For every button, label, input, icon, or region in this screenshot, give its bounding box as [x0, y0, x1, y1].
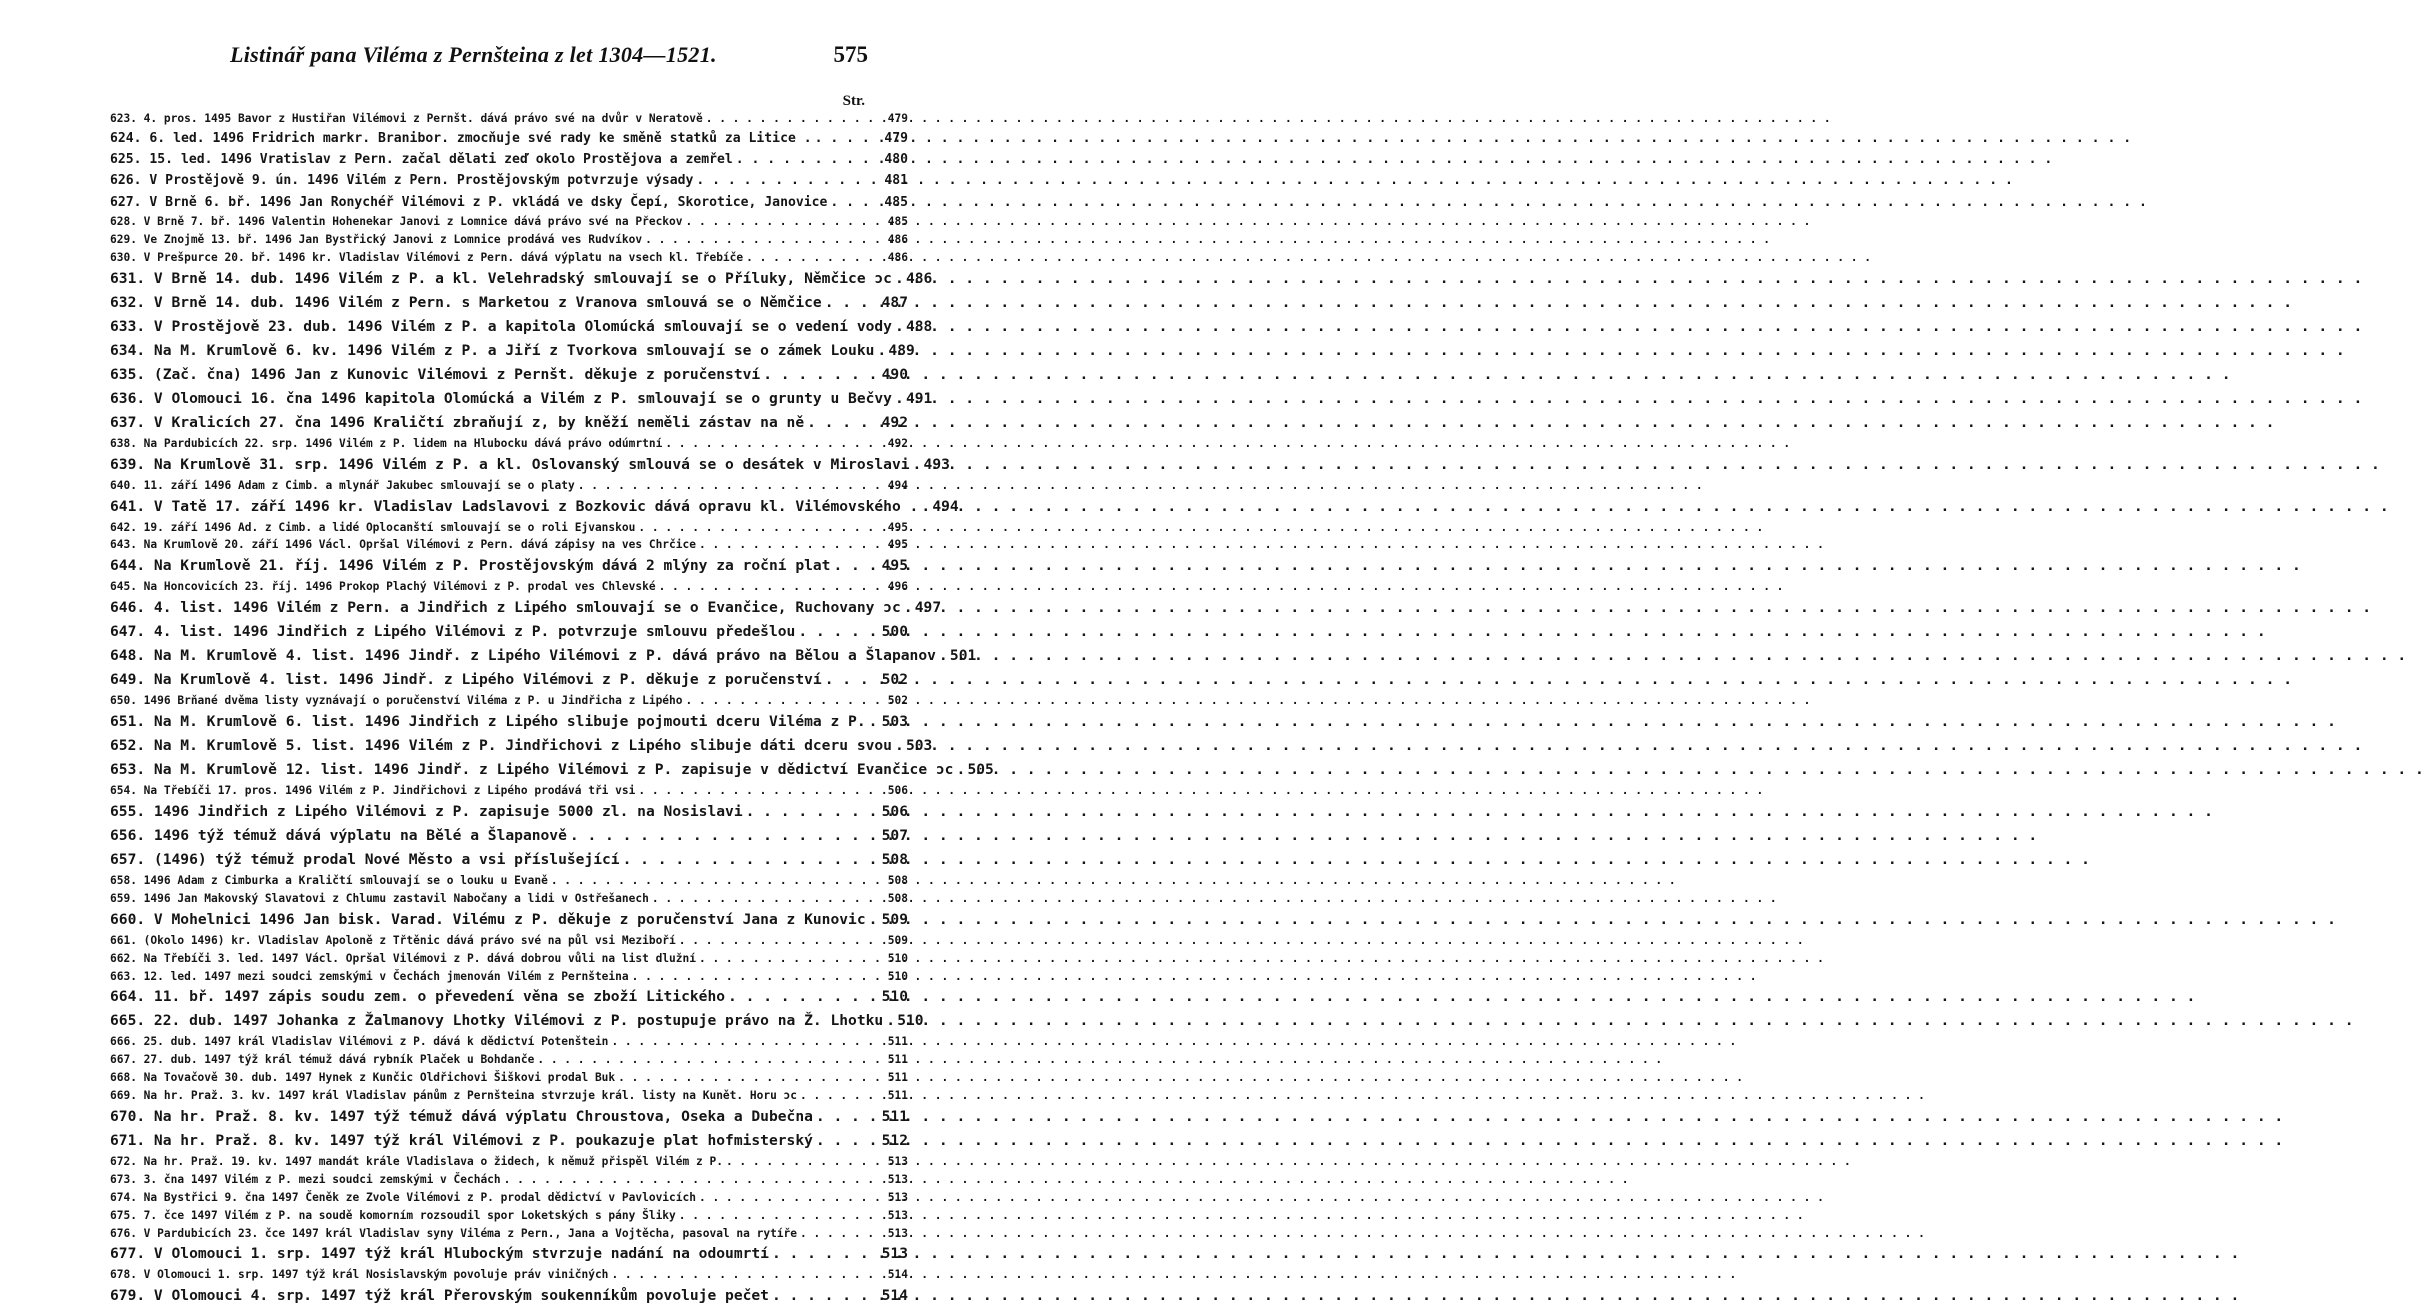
entry-text: 645. Na Honcovicích 23. říj. 1496 Prokop Plachý Vilémovi z P. prodal ves Chlevské: [110, 580, 656, 594]
dot-leader: [833, 554, 878, 578]
register-entry: [110, 578, 908, 596]
register-entry: [110, 968, 908, 986]
entry-text: 668. Na Tovačově 30. dub. 1497 Hynek z Kunčic Oldřichovi Šiškovi prodal Buk: [110, 1071, 616, 1085]
dot-leader: [939, 644, 947, 668]
entry-text: 674. Na Bystřici 9. čna 1497 Čeněk ze Zvole Vilémovi z P. prodal dědictví v Pavlovicích: [110, 1190, 696, 1204]
entry-text: 632. V Brně 14. dub. 1496 Vilém z Pern. s Marketou z Vranova smlouvá se o Němčice: [110, 293, 822, 311]
register-entries: [110, 110, 994, 1308]
entry-page-number: 514: [887, 1268, 908, 1282]
entry-page-number: 485: [887, 215, 908, 229]
register-entry: [110, 758, 994, 782]
register-entry: [110, 477, 908, 495]
register-entry: [110, 644, 977, 668]
register-entry: [110, 710, 908, 734]
entry-page-number: 505: [967, 761, 994, 779]
dot-leader: [772, 1242, 879, 1266]
dot-leader: [665, 435, 884, 453]
dot-leader: [699, 1189, 885, 1207]
entry-text: 676. V Pardubicích 23. čce 1497 král Vladislav syny Viléma z Pern., Jana a Vojtěcha, pasoval na rytíře: [110, 1226, 798, 1240]
entry-text: 666. 25. dub. 1497 král Vladislav Vilémovi z P. dává k dědictví Potenštein: [110, 1035, 609, 1049]
entry-page-number: 481: [884, 173, 908, 189]
entry-text: 675. 7. čce 1497 Vilém z P. na soudě komorním rozsoudil spor Loketských s pány Šliky: [110, 1208, 676, 1222]
entry-page-number: 506: [887, 784, 908, 798]
dot-leader: [679, 1207, 885, 1225]
entry-page-number: 509: [881, 910, 908, 928]
entry-text: 637. V Kralicích 27. čna 1496 Kraličtí zbraňují z, by kněží neměli zástav na ně: [110, 413, 805, 431]
entry-page-number: 501: [949, 647, 977, 665]
entry-text: 652. Na M. Krumlově 5. list. 1496 Vilém z P. Jindřichovi z Lipého slibuje dáti dceru svou: [110, 737, 892, 755]
entry-page-number: 502: [881, 671, 908, 689]
entry-page-number: 514: [881, 1287, 908, 1305]
dot-leader: [895, 734, 903, 758]
entry-page-number: 486: [887, 232, 908, 246]
entry-text: 661. (Okolo 1496) kr. Vladislav Apoloně z Třtěnic dává právo své na půl vsi Meziboří: [110, 933, 676, 947]
register-entry: [110, 435, 908, 453]
dot-leader: [632, 968, 885, 986]
register-entry: [110, 267, 933, 291]
entry-text: 679. V Olomouci 4. srp. 1497 týž král Přerovským soukenníkům povoluje pečet: [110, 1287, 769, 1305]
register-entry: [110, 1009, 924, 1033]
dot-leader: [706, 110, 885, 128]
entry-text: 640. 11. září 1496 Adam z Cimb. a mlynář Jakubec smlouvají se o platy: [110, 478, 575, 492]
entry-page-number: 488: [905, 317, 933, 335]
dot-leader: [570, 824, 879, 848]
register-entry: [110, 1284, 908, 1308]
register-entry: [110, 387, 933, 411]
entry-text: 665. 22. dub. 1497 Johanka z Žalmanovy Lhotky Vilémovi z P. postupuje právo na Ž. Lhotku: [110, 1012, 884, 1030]
entry-page-number: 511: [881, 1108, 908, 1125]
dot-leader: [816, 1105, 879, 1129]
entry-text: 642. 19. září 1496 Ad. z Cimb. a lidé Oplocanští smlouvají se o roli Ejvanskou: [110, 520, 636, 534]
entry-page-number: 493: [923, 455, 950, 473]
register-entry: [110, 1266, 908, 1284]
entry-text: 633. V Prostějově 23. dub. 1496 Vilém z P. a kapitola Olomúcká smlouvají se o vedení vody: [110, 317, 892, 335]
entry-text: 664. 11. bř. 1497 zápis soudu zem. o převedení věna se zboží Litického: [110, 988, 726, 1006]
entry-text: 641. V Tatě 17. září 1496 kr. Vladislav Ladslavovi z Bozkovic dává opravu kl. Vilémovského .: [110, 497, 919, 515]
entry-text: 628. V Brně 7. bř. 1496 Valentin Hohenekar Janovi z Lomnice dává právo své na Přeckov: [110, 215, 683, 229]
register-entry: [110, 1225, 908, 1243]
entry-text: 653. Na M. Krumlově 12. list. 1496 Jindř. z Lipého Vilémovi z P. zapisuje v dědictví Evančice ɔc: [110, 761, 954, 779]
dot-leader: [679, 932, 885, 950]
entry-text: 649. Na Krumlově 4. list. 1496 Jindř. z Lipého Vilémovi z P. děkuje z poručenství: [110, 671, 822, 689]
dot-leader: [869, 710, 879, 734]
dot-leader: [825, 291, 879, 315]
register-entry: [110, 192, 908, 213]
dot-leader: [696, 170, 881, 191]
entry-page-number: 479: [887, 112, 908, 125]
entry-text: 630. V Prešpurce 20. bř. 1496 kr. Vladislav Vilémovi z Pern. dává výplatu na vsech kl. Třebíče: [110, 250, 744, 264]
register-entry: [110, 890, 908, 908]
dot-leader: [956, 758, 964, 782]
register-entry: [110, 950, 908, 968]
register-entry: [110, 170, 908, 191]
entry-text: 635. (Zač. čna) 1496 Jan z Kunovic Vilémovi z Pernšt. děkuje z poručenství: [110, 365, 761, 383]
register-entry: [110, 128, 908, 149]
entry-text: 673. 3. čna 1497 Vilém z P. mezi soudci zemskými v Čechách: [110, 1172, 501, 1186]
dot-leader: [800, 1225, 885, 1243]
entry-text: 663. 12. led. 1497 mezi soudci zemskými v Čechách jmenován Vilém z Pernšteina: [110, 969, 629, 983]
entry-text: 671. Na hr. Praž. 8. kv. 1497 týž král Vilémovi z P. poukazuje plat hofmisterský: [110, 1132, 813, 1149]
entry-page-number: 506: [881, 802, 908, 820]
register-entry: [110, 213, 908, 231]
dot-leader: [830, 192, 881, 213]
page-number: 575: [833, 42, 868, 67]
entry-page-number: 513: [881, 1245, 908, 1263]
register-entry: [110, 1153, 908, 1171]
dot-leader: [746, 800, 879, 824]
dot-leader: [921, 495, 929, 519]
register-entry: [110, 596, 942, 620]
register-entry: [110, 411, 908, 435]
entry-page-number: 492: [881, 413, 908, 431]
register-entry: [110, 519, 908, 537]
dot-leader: [638, 519, 884, 537]
entry-page-number: 486: [887, 250, 908, 264]
entry-page-number: 508: [887, 873, 908, 887]
register-entry: [110, 339, 915, 363]
dot-leader: [618, 1069, 885, 1087]
entry-text: 638. Na Pardubicích 22. srp. 1496 Vilém z P. lidem na Hlubocku dává právo odúmrtní: [110, 436, 663, 450]
dot-leader: [886, 1009, 894, 1033]
dot-leader: [815, 128, 882, 149]
entry-page-number: 511: [887, 1071, 908, 1085]
dot-leader: [807, 411, 879, 435]
entry-text: 677. V Olomouci 1. srp. 1497 týž král Hlubockým stvrzuje nadání na odoumrtí: [110, 1245, 769, 1263]
dot-leader: [551, 872, 885, 890]
register-entry: [110, 495, 959, 519]
entry-text: 625. 15. led. 1496 Vratislav z Pern. začal dělati zeď okolo Prostějova a zemřel: [110, 152, 733, 168]
dot-leader: [659, 578, 885, 596]
entry-page-number: 511: [887, 1053, 908, 1067]
entry-page-number: 511: [887, 1089, 908, 1103]
entry-text: 647. 4. list. 1496 Jindřich z Lipého Vilémovi z P. potvrzuje smlouvu předešlou: [110, 623, 796, 641]
dot-leader: [816, 1129, 879, 1153]
entry-page-number: 485: [884, 194, 908, 210]
entry-text: 669. Na hr. Praž. 3. kv. 1497 král Vladislav pánům z Pernšteina stvrzuje král. listy na Kunět. Horu ɔc: [110, 1089, 798, 1103]
register-entry: [110, 554, 908, 578]
entry-text: 631. V Brně 14. dub. 1496 Vilém z P. a kl. Velehradský smlouvají se o Příluky, Němčice ɔc: [110, 269, 892, 287]
register-entry: [110, 1051, 908, 1069]
entry-page-number: 480: [884, 152, 908, 168]
entry-page-number: 490: [881, 365, 908, 383]
register-entry: [110, 668, 908, 692]
register-entry: [110, 291, 908, 315]
entry-page-number: 489: [888, 341, 915, 359]
entry-page-number: 510: [897, 1012, 924, 1030]
dot-leader: [869, 908, 879, 932]
entry-text: 648. Na M. Krumlově 4. list. 1496 Jindř. z Lipého Vilémovi z P. dává právo na Bělou a Šlapanov: [110, 647, 936, 665]
entry-text: 656. 1496 týž témuž dává výplatu na Bělé a Šlapanově: [110, 826, 567, 844]
register-entry: [110, 249, 908, 267]
page-column-label: Str.: [842, 93, 865, 109]
entry-text: 654. Na Třebíči 17. pros. 1496 Vilém z P. Jindřichovi z Lipého prodává tři vsi: [110, 784, 636, 798]
entry-page-number: 492: [887, 436, 908, 450]
entry-page-number: 495: [881, 557, 908, 575]
register-entry: [110, 782, 908, 800]
entry-page-number: 479: [884, 130, 908, 146]
entry-page-number: 513: [887, 1190, 908, 1204]
entry-text: 636. V Olomouci 16. čna 1496 kapitola Olomúcká a Vilém z P. smlouvají se o grunty u Bečvy: [110, 389, 892, 407]
entry-page-number: 513: [887, 1226, 908, 1240]
dot-leader: [638, 782, 884, 800]
entry-text: 624. 6. led. 1496 Fridrich markr. Branibor. zmocňuje své rady ke směně statků za Litice .: [110, 130, 812, 146]
entry-page-number: 487: [881, 293, 908, 311]
entry-page-number: 510: [887, 969, 908, 983]
entry-page-number: 510: [881, 988, 908, 1006]
dot-leader: [699, 536, 885, 554]
entry-page-number: 496: [887, 580, 908, 594]
dot-leader: [504, 1171, 885, 1189]
dot-leader: [699, 950, 885, 968]
register-entry: [110, 1033, 908, 1051]
register-entry: [110, 149, 908, 170]
dot-leader: [726, 1153, 885, 1171]
dot-leader: [895, 315, 903, 339]
entry-text: 660. V Mohelnici 1496 Jan bisk. Varad. Vilému z P. děkuje z poručenství Jana z Kunovic: [110, 910, 866, 928]
dot-leader: [877, 339, 885, 363]
entry-page-number: 511: [887, 1035, 908, 1049]
entry-text: 670. Na hr. Praž. 8. kv. 1497 týž témuž dává výplatu Chroustova, Oseka a Dubečna: [110, 1108, 813, 1125]
entry-text: 623. 4. pros. 1495 Bavor z Hustiřan Vilémovi z Pernšt. dává právo své na dvůr v Neratově: [110, 112, 703, 125]
register-entry: [110, 692, 908, 710]
register-entry: [110, 231, 908, 249]
dot-leader: [904, 596, 912, 620]
register-entry: [110, 1069, 908, 1087]
entry-page-number: 509: [887, 933, 908, 947]
entry-page-number: 494: [887, 478, 908, 492]
entry-text: 667. 27. dub. 1497 týž král témuž dává rybník Plaček u Bohdanče: [110, 1053, 535, 1067]
dot-leader: [652, 890, 885, 908]
entry-page-number: 507: [881, 826, 908, 844]
entry-page-number: 513: [887, 1208, 908, 1222]
entry-text: 629. Ve Znojmě 13. bř. 1496 Jan Bystřický Janovi z Lomnice prodává ves Rudvíkov: [110, 232, 643, 246]
entry-text: 672. Na hr. Praž. 19. kv. 1497 mandát krále Vladislava o židech, k němuž přispěl Vilém z P.: [110, 1155, 723, 1168]
entry-page-number: 486: [905, 269, 933, 287]
entry-page-number: 512: [881, 1132, 908, 1149]
dot-leader: [772, 1284, 879, 1308]
register-entry: [110, 1171, 908, 1189]
register-entry: [110, 620, 908, 644]
entry-text: 627. V Brně 6. bř. 1496 Jan Ronychéř Vilémovi z P. vkládá ve dsky Čepí, Skorotice, Janovice: [110, 194, 828, 210]
entry-text: 655. 1496 Jindřich z Lipého Vilémovi z P. zapisuje 5000 zl. na Nosislavi: [110, 802, 743, 820]
entry-text: 658. 1496 Adam z Cimburka a Kraličtí smlouvají se o louku u Evaně: [110, 873, 548, 887]
register-entry: [110, 453, 950, 477]
dot-leader: [623, 848, 879, 872]
register-entry: [110, 1129, 908, 1153]
entry-page-number: 494: [932, 497, 959, 515]
entry-page-number: 510: [887, 951, 908, 965]
entry-text: 678. V Olomouci 1. srp. 1497 týž král Nosislavským povoluje práv viničných: [110, 1268, 609, 1282]
entry-page-number: 495: [887, 538, 908, 552]
entry-text: 644. Na Krumlově 21. říj. 1496 Vilém z P. Prostějovským dává 2 mlýny za roční plat: [110, 557, 831, 575]
entry-page-number: 503: [881, 713, 908, 731]
entry-page-number: 503: [905, 737, 933, 755]
register-entry: [110, 734, 933, 758]
entry-text: 643. Na Krumlově 20. září 1496 Václ. Opršal Vilémovi z Pern. dává zápisy na ves Chrčice: [110, 538, 696, 552]
entry-page-number: 491: [905, 389, 933, 407]
entry-page-number: 508: [887, 891, 908, 905]
dot-leader: [736, 149, 882, 170]
dot-leader: [611, 1266, 884, 1284]
entry-text: 659. 1496 Jan Makovský Slavatovi z Chlumu zastavil Nabočany a lidi v Ostřešanech: [110, 891, 649, 905]
dot-leader: [645, 231, 885, 249]
register-entry: [110, 1105, 908, 1129]
entry-page-number: 513: [887, 1155, 908, 1168]
register-entry: [110, 800, 908, 824]
dot-leader: [746, 249, 885, 267]
register-entry: [110, 1087, 908, 1105]
entry-page-number: 502: [887, 694, 908, 708]
register-entry: [110, 872, 908, 890]
entry-page-number: 513: [887, 1172, 908, 1186]
register-entry: [110, 908, 908, 932]
entry-page-number: 500: [881, 623, 908, 641]
dot-leader: [895, 267, 903, 291]
dot-leader: [913, 453, 921, 477]
register-entry: [110, 110, 908, 128]
register-entry: [110, 848, 908, 872]
entry-text: 639. Na Krumlově 31. srp. 1496 Vilém z P. a kl. Oslovanský smlouvá se o desátek v Miroslavi: [110, 455, 910, 473]
dot-leader: [800, 1087, 885, 1105]
dot-leader: [763, 363, 878, 387]
page-header: [0, 42, 960, 76]
register-entry: [110, 985, 908, 1009]
entry-text: 646. 4. list. 1496 Vilém z Pern. a Jindřich z Lipého smlouvají se o Evančice, Ruchovany ɔc: [110, 599, 901, 617]
register-entry: [110, 536, 908, 554]
dot-leader: [798, 620, 878, 644]
entry-text: 650. 1496 Brňané dvěma listy vyznávají o poručenství Viléma z P. u Jindřicha z Lipého: [110, 694, 683, 708]
dot-leader: [537, 1051, 884, 1069]
dot-leader: [895, 387, 903, 411]
entry-text: 634. Na M. Krumlově 6. kv. 1496 Vilém z P. a Jiří z Tvorkova smlouvají se o zámek Louku: [110, 341, 875, 359]
dot-leader: [686, 692, 885, 710]
register-entry: [110, 1207, 908, 1225]
running-title: Listinář pana Viléma z Pernšteina z let 1304—1521.: [230, 42, 717, 67]
entry-text: 626. V Prostějově 9. ún. 1496 Vilém z Pern. Prostějovským potvrzuje výsady: [110, 173, 694, 189]
entry-text: 657. (1496) týž témuž prodal Nové Město a vsi příslušející: [110, 850, 620, 868]
dot-leader: [611, 1033, 884, 1051]
register-entry: [110, 315, 933, 339]
register-entry: [110, 824, 908, 848]
entry-text: 651. Na M. Krumlově 6. list. 1496 Jindřich z Lipého slibuje pojmouti dceru Viléma z P.: [110, 713, 866, 731]
register-entry: [110, 363, 908, 387]
dot-leader: [825, 668, 879, 692]
dot-leader: [686, 213, 885, 231]
register-entry: [110, 932, 908, 950]
entry-page-number: 495: [887, 520, 908, 534]
entry-page-number: 508: [881, 850, 908, 868]
dot-leader: [578, 477, 885, 495]
dot-leader: [728, 985, 879, 1009]
register-entry: [110, 1189, 908, 1207]
register-entry: [110, 1242, 908, 1266]
entry-page-number: 497: [914, 599, 942, 617]
entry-text: 662. Na Třebíči 3. led. 1497 Václ. Opršal Vilémovi z P. dává dobrou vůli na list dlužní: [110, 951, 696, 965]
